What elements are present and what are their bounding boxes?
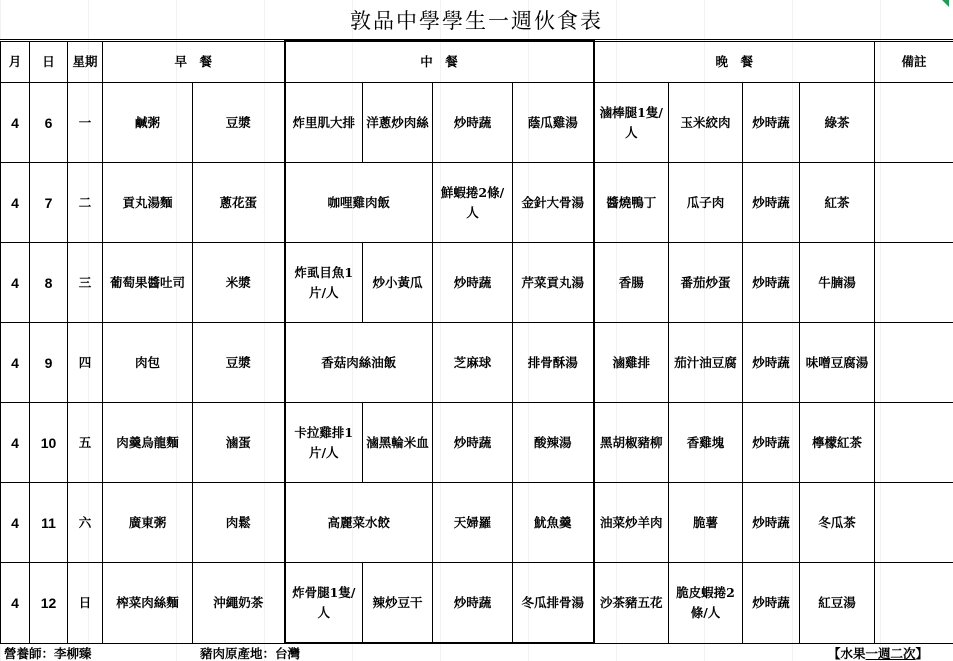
lunch-item: 天婦羅 [433, 483, 513, 563]
day-cell: 8 [30, 243, 68, 323]
dinner-item: 炒時蔬 [743, 483, 800, 563]
lunch-item: 鮮蝦捲2條/人 [433, 163, 513, 243]
weekday-cell: 四 [68, 323, 103, 403]
breakfast-item: 滷蛋 [193, 403, 285, 483]
lunch-item: 炒時蔬 [433, 83, 513, 163]
month-cell: 4 [1, 563, 30, 644]
dinner-drink: 紅豆湯 [800, 563, 875, 644]
dinner-item: 炒時蔬 [743, 243, 800, 323]
remarks-cell [875, 483, 953, 563]
weekday-cell: 二 [68, 163, 103, 243]
breakfast-item: 蔥花蛋 [193, 163, 285, 243]
lunch-soup: 金針大骨湯 [513, 163, 594, 243]
breakfast-item: 肉鬆 [193, 483, 285, 563]
breakfast-item: 豆漿 [193, 323, 285, 403]
lunch-item: 洋蔥炒肉絲 [363, 83, 433, 163]
dinner-item: 玉米絞肉 [669, 83, 743, 163]
breakfast-item: 米漿 [193, 243, 285, 323]
lunch-soup: 芹菜貢丸湯 [513, 243, 594, 323]
weekday-cell: 六 [68, 483, 103, 563]
day-cell: 7 [30, 163, 68, 243]
breakfast-item: 葡萄果醬吐司 [103, 243, 193, 323]
weekday-cell: 五 [68, 403, 103, 483]
header-weekday: 星期 [68, 41, 103, 83]
dinner-item: 沙茶豬五花 [594, 563, 669, 644]
remarks-cell [875, 563, 953, 644]
month-cell: 4 [1, 403, 30, 483]
nutritionist-label: 營養師：李柳臻 [4, 646, 92, 661]
dinner-item: 脆薯 [669, 483, 743, 563]
dinner-item: 番茄炒蛋 [669, 243, 743, 323]
lunch-item: 炸虱目魚1片/人 [285, 243, 363, 323]
dinner-item: 滷雞排 [594, 323, 669, 403]
dinner-item: 脆皮蝦捲2條/人 [669, 563, 743, 644]
remarks-cell [875, 403, 953, 483]
fruit-note-suffix: 】 [915, 646, 929, 661]
lunch-soup: 蔭瓜雞湯 [513, 83, 594, 163]
lunch-item: 炒小黃瓜 [363, 243, 433, 323]
month-cell: 4 [1, 83, 30, 163]
header-lunch: 中 餐 [285, 41, 594, 83]
lunch-soup: 排骨酥湯 [513, 323, 594, 403]
lunch-item: 辣炒豆干 [363, 563, 433, 644]
lunch-soup: 酸辣湯 [513, 403, 594, 483]
lunch-item: 炒時蔬 [433, 243, 513, 323]
header-day: 日 [30, 41, 68, 83]
dinner-drink: 味噌豆腐湯 [800, 323, 875, 403]
lunch-item: 炸里肌大排 [285, 83, 363, 163]
dinner-item: 炒時蔬 [743, 163, 800, 243]
dinner-drink: 牛腩湯 [800, 243, 875, 323]
remarks-cell [875, 323, 953, 403]
breakfast-item: 貢丸湯麵 [103, 163, 193, 243]
page-title: 敦品中學學生一週伙食表 [0, 0, 953, 40]
table-row [1, 83, 953, 163]
lunch-main-dish: 咖哩雞肉飯 [285, 163, 433, 243]
month-cell: 4 [1, 323, 30, 403]
fruit-frequency-note [828, 644, 928, 661]
lunch-soup: 冬瓜排骨湯 [513, 563, 594, 644]
day-cell: 6 [30, 83, 68, 163]
day-cell: 10 [30, 403, 68, 483]
pork-origin-label: 豬肉原產地：台灣 [200, 646, 301, 661]
dinner-item: 滷棒腿1隻/人 [594, 83, 669, 163]
table-row [1, 243, 953, 323]
breakfast-item: 肉包 [103, 323, 193, 403]
remarks-cell [875, 243, 953, 323]
dinner-item: 炒時蔬 [743, 563, 800, 644]
dinner-item: 醬燒鴨丁 [594, 163, 669, 243]
table-row [1, 323, 953, 403]
weekday-cell: 日 [68, 563, 103, 644]
remarks-cell [875, 163, 953, 243]
cell-comment-marker-icon [942, 0, 949, 7]
dinner-item: 瓜子肉 [669, 163, 743, 243]
fruit-note-prefix: 【水果 [828, 646, 866, 661]
breakfast-item: 豆漿 [193, 83, 285, 163]
footer [0, 642, 953, 661]
day-cell: 11 [30, 483, 68, 563]
breakfast-item: 廣東粥 [103, 483, 193, 563]
day-cell: 9 [30, 323, 68, 403]
header-breakfast: 早 餐 [103, 41, 285, 83]
dinner-drink: 綠茶 [800, 83, 875, 163]
table-row [1, 563, 953, 644]
lunch-item: 芝麻球 [433, 323, 513, 403]
table-header-row [1, 41, 953, 83]
lunch-main-dish: 高麗菜水餃 [285, 483, 433, 563]
breakfast-item: 沖繩奶茶 [193, 563, 285, 644]
lunch-main-dish: 香菇肉絲油飯 [285, 323, 433, 403]
lunch-item: 炸骨腿1隻/人 [285, 563, 363, 644]
lunch-soup: 魷魚羹 [513, 483, 594, 563]
lunch-item: 滷黑輪米血 [363, 403, 433, 483]
dinner-drink: 紅茶 [800, 163, 875, 243]
dinner-item: 茄汁油豆腐 [669, 323, 743, 403]
dinner-item: 油菜炒羊肉 [594, 483, 669, 563]
lunch-item: 卡拉雞排1片/人 [285, 403, 363, 483]
dinner-item: 炒時蔬 [743, 83, 800, 163]
month-cell: 4 [1, 483, 30, 563]
fruit-note-underlined: 一週二次 [865, 646, 916, 661]
dinner-item: 香雞塊 [669, 403, 743, 483]
breakfast-item: 榨菜肉絲麵 [103, 563, 193, 644]
dinner-drink: 冬瓜茶 [800, 483, 875, 563]
weekday-cell: 三 [68, 243, 103, 323]
dinner-item: 香腸 [594, 243, 669, 323]
header-dinner: 晚 餐 [594, 41, 875, 83]
dinner-item: 炒時蔬 [743, 323, 800, 403]
month-cell: 4 [1, 163, 30, 243]
lunch-item: 炒時蔬 [433, 563, 513, 644]
table-row [1, 163, 953, 243]
dinner-drink: 檸檬紅茶 [800, 403, 875, 483]
weekly-menu-table [0, 40, 953, 644]
dinner-item: 炒時蔬 [743, 403, 800, 483]
table-row [1, 403, 953, 483]
header-remarks: 備註 [875, 41, 953, 83]
month-cell: 4 [1, 243, 30, 323]
lunch-item: 炒時蔬 [433, 403, 513, 483]
breakfast-item: 肉羹烏龍麵 [103, 403, 193, 483]
table-row [1, 483, 953, 563]
header-month: 月 [1, 41, 30, 83]
dinner-item: 黑胡椒豬柳 [594, 403, 669, 483]
breakfast-item: 鹹粥 [103, 83, 193, 163]
remarks-cell [875, 83, 953, 163]
day-cell: 12 [30, 563, 68, 644]
weekday-cell: 一 [68, 83, 103, 163]
